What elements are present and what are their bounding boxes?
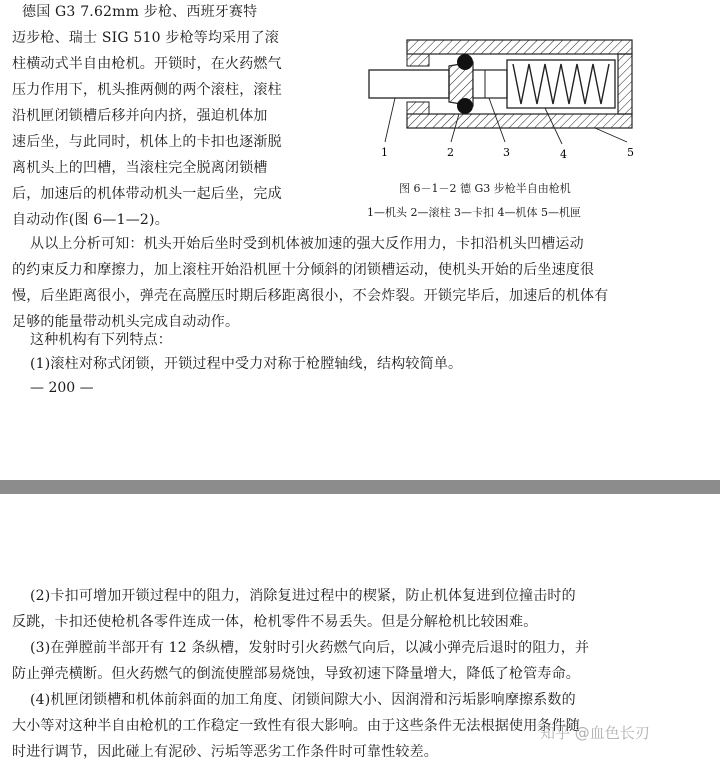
figure-legend: 1—机头 2—滚柱 3—卡扣 4—机体 5—机匣 [367,206,581,219]
receiver-front-bottom [407,102,429,114]
figure-caption: 图 6－1－2 德 G3 步枪半自由枪机 [399,182,571,195]
intro-line: 德国 G3 7.62mm 步枪、西班牙赛特 [22,4,258,20]
watermark: 知乎 @血色长刃 [540,724,650,742]
bottom-page [0,494,720,762]
feature-line: (3)在弹膛前半部开有 12 条纵槽，发射时引火药燃气向后，以减小弹壳后退时的阻力，并 [30,640,590,656]
feature-line: 反跳，卡扣还使枪机各零件连成一体，枪机零件不易丢失。但是分解枪机比较困难。 [12,614,538,630]
intro-line: 柱横动式半自由枪机。开锁时，在火药燃气 [12,56,282,72]
intro-line: 离机头上的凹槽，当滚柱完全脱离闭锁槽 [12,160,268,176]
feature-line: 时进行调节，因此碰上有泥砂、污垢等恶劣工作条件时可靠性较差。 [12,744,438,760]
analysis-line: 慢，后坐距离很小，弹壳在高膛压时期后移距离很小，不会炸裂。开锁完毕后，加速后的机体有 [12,288,609,304]
feature-line: (2)卡扣可增加开锁过程中的阻力，消除复进过程中的楔紧，防止机体复进到位撞击时的 [30,588,576,604]
feature-line: 防止弹壳横断。但火药燃气的倒流使膛部易烧蚀，导致初速下降量增大，降低了枪管寿命。 [12,666,580,682]
intro-line: 沿机匣闭锁槽后移并向内挤，强迫机体加 [12,108,268,124]
page-number: — 200 — [30,380,94,396]
features-intro: 这种机构有下列特点： [30,332,172,348]
intro-line: 后，加速后的机体带动机头一起后坐，完成 [12,186,282,202]
recoil-spring [513,64,609,104]
feature-1: (1)滚柱对称式闭锁，开锁过程中受力对称于枪膛轴线，结构较简单。 [30,356,463,372]
feature-line: 大小等对这种半自由枪机的工作稳定一致性有很大影响。由于这些条件无法根据使用条件随 [12,718,580,734]
receiver-bottom-wall [407,114,632,128]
feature-line: (4)机匣闭锁槽和机体前斜面的加工角度、闭锁间隙大小、因润滑和污垢影响摩擦系数的 [30,692,576,708]
page-separator [0,480,720,494]
leader-5 [595,128,627,142]
part-number-1: 1 [381,146,388,159]
part-number-2: 2 [447,146,454,159]
part-number-5: 5 [627,146,634,159]
receiver-front-top [407,54,429,66]
receiver-top-wall [407,40,632,54]
bolt-head-stem [369,70,449,98]
bolt-diagram [355,10,700,180]
part-number-4: 4 [560,148,567,161]
catch [473,70,507,98]
roller-top [457,54,473,70]
part-number-3: 3 [503,146,510,159]
receiver-end-wall [618,54,632,114]
roller-bottom [457,98,473,114]
intro-line: 速后坐，与此同时，机体上的卡扣也逐渐脱 [12,134,282,150]
intro-line: 迈步枪、瑞士 SIG 510 步枪等均采用了滚 [12,30,279,46]
leader-1 [385,98,395,142]
intro-line: 自动动作(图 6—1—2)。 [12,212,169,228]
bolt-diagram-figure [355,10,700,225]
analysis-line: 足够的能量带动机头完成自动动作。 [12,314,240,330]
intro-line: 压力作用下，机头推两侧的两个滚柱，滚柱 [12,82,282,98]
analysis-line: 的约束反力和摩擦力，加上滚柱开始沿机匣十分倾斜的闭锁槽运动，使机头开始的后坐速度很 [12,262,595,278]
analysis-line: 从以上分析可知：机头开始后坐时受到机体被加速的强大反作用力，卡扣沿机头凹槽运动 [30,236,584,252]
